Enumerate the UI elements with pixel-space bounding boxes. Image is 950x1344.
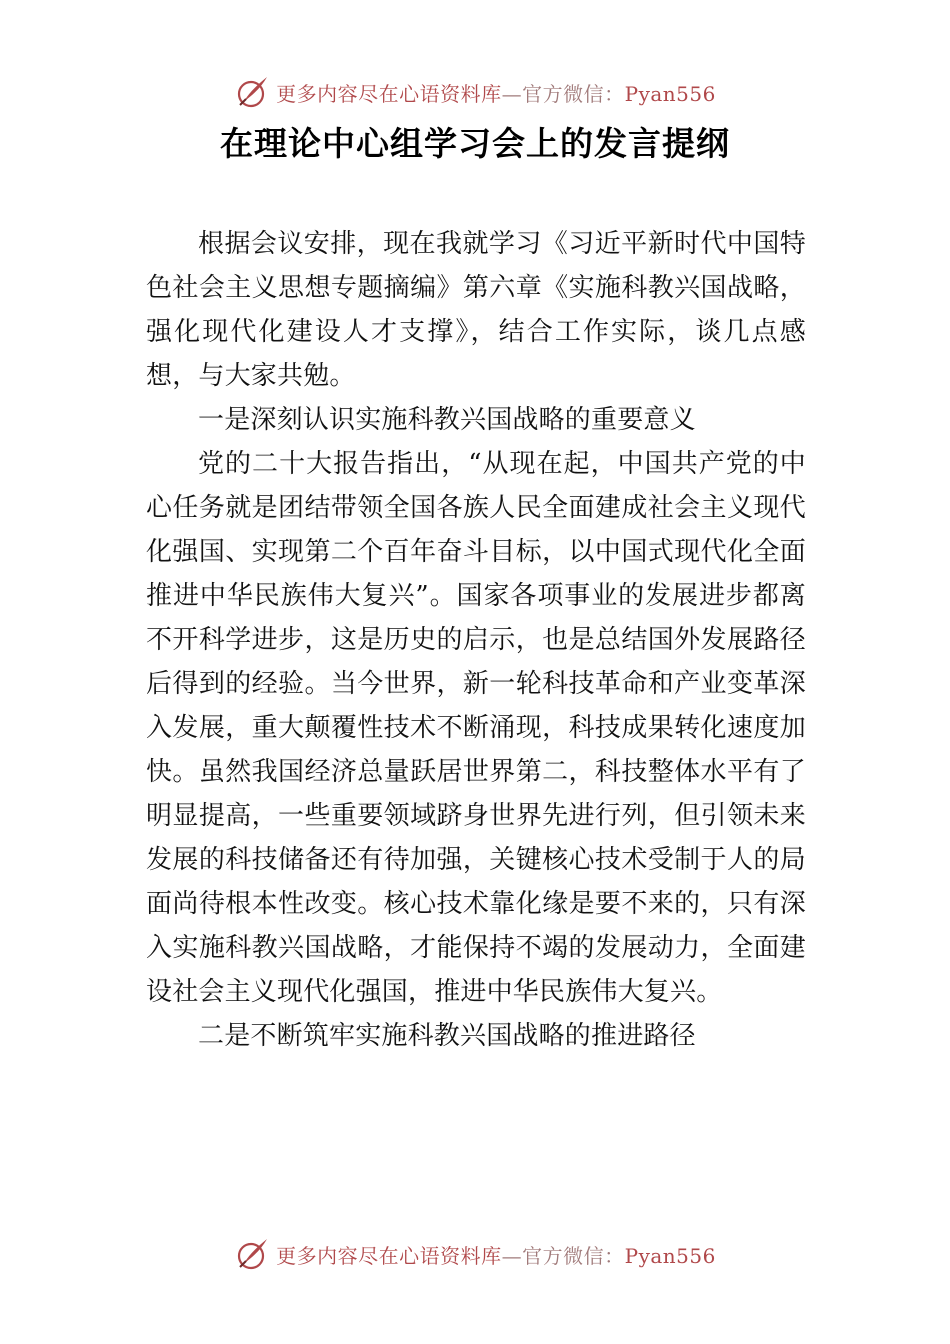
watermark-wechat-id: Pyan556 [624, 1243, 716, 1268]
document-body [146, 222, 806, 1058]
quill-pen-logo-icon [234, 74, 270, 110]
footer-watermark-banner [0, 1234, 950, 1274]
watermark-wechat-label: 官方微信： [522, 1243, 625, 1268]
watermark-text [276, 1240, 716, 1269]
watermark-brand: 更多内容尽在心语资料库 [276, 1243, 502, 1268]
watermark-wechat-label: 官方微信： [522, 81, 625, 106]
section-heading-two: 二是不断筑牢实施科教兴国战略的推进路径 [198, 1021, 696, 1051]
quill-pen-logo-icon [234, 1236, 270, 1272]
paragraph-intro: 根据会议安排，现在我就学习《习近平新时代中国特色社会主义思想专题摘编》第六章《实施科教兴国战略，强化现代化建设人才支撑》，结合工作实际，谈几点感想，与大家共勉。 [146, 229, 806, 391]
document-title: 在理论中心组学习会上的发言提纲 [220, 124, 730, 163]
watermark-wechat-id: Pyan556 [624, 81, 716, 106]
header-watermark-banner [0, 72, 950, 112]
paragraph-section-one: 党的二十大报告指出，“从现在起，中国共产党的中心任务就是团结带领全国各族人民全面建成社会主义现代化强国、实现第二个百年奋斗目标，以中国式现代化全面推进中华民族伟大复兴”。国家各项事业的发展进步都离不开科学进步，这是历史的启示，也是总结国外发展路径后得到的经验。当今世界，新一轮科技革命和产业变革深入发展，重大颠覆性技术不断涌现，科技成果转化速度加快。虽然我国经济总量跃居世界第二，科技整体水平有了明显提高，一些重要领域跻身世界先进行列，但引领未来发展的科技储备还有待加强，关键核心技术受制于人的局面尚待根本性改变。核心技术靠化缘是要不来的，只有深入实施科教兴国战略，才能保持不竭的发展动力，全面建设社会主义现代化强国，推进中华民族伟大复兴。 [146, 449, 806, 1007]
watermark-separator: — [501, 81, 523, 106]
section-heading-one: 一是深刻认识实施科教兴国战略的重要意义 [198, 405, 696, 435]
watermark-separator: — [501, 1243, 523, 1268]
watermark-text [276, 78, 716, 107]
watermark-brand: 更多内容尽在心语资料库 [276, 81, 502, 106]
